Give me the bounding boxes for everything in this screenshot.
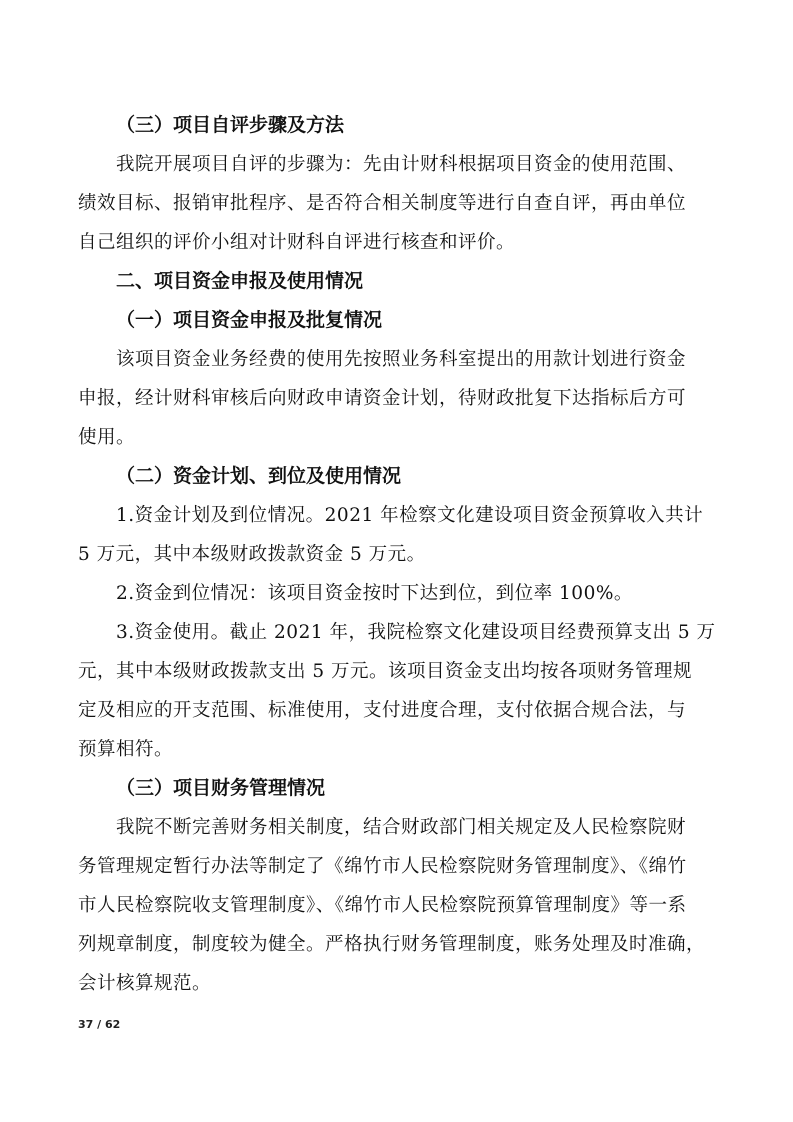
text-line: 会计核算规范。 (78, 973, 212, 994)
text-line: 我院开展项目自评的步骤为：先由计财科根据项目资金的使用范围、 (116, 154, 687, 175)
text-line: 务管理规定暂行办法等制定了《绵竹市人民检察院财务管理制度》、《绵竹 (78, 856, 687, 877)
text-line: 预算相符。 (78, 739, 174, 760)
section-heading-financial-management: （三）项目财务管理情况 (116, 777, 326, 799)
text-line: 市人民检察院收支管理制度》、《绵竹市人民检察院预算管理制度》等一系 (78, 895, 687, 916)
text-line: 5 万元，其中本级财政拨款资金 5 万元。 (78, 544, 426, 565)
section-heading-fund-application-usage: 二、项目资金申报及使用情况 (116, 270, 364, 292)
text-line: 3.资金使用。截止 2021 年，我院检察文化建设项目经费预算支出 5 万 (116, 622, 716, 643)
text-line: 使用。 (78, 427, 136, 448)
section-heading-fund-plan-usage: （二）资金计划、到位及使用情况 (116, 465, 402, 487)
text-line: 元，其中本级财政拨款支出 5 万元。该项目资金支出均按各项财务管理规 (78, 661, 693, 682)
page-number: 37 / 62 (78, 1018, 121, 1031)
text-line: 绩效目标、报销审批程序、是否符合相关制度等进行自查自评，再由单位 (78, 193, 687, 214)
paragraph-fund-plan (78, 496, 718, 574)
document-body (78, 106, 718, 1003)
text-line: 1.资金计划及到位情况。2021 年检察文化建设项目资金预算收入共计 (116, 505, 704, 526)
paragraph-fund-arrival (78, 574, 718, 613)
text-line: 该项目资金业务经费的使用先按照业务科室提出的用款计划进行资金 (116, 349, 687, 370)
text-line: 自己组织的评价小组对计财科自评进行核查和评价。 (78, 232, 516, 253)
text-line: 申报，经计财科审核后向财政申请资金计划，待财政批复下达指标后方可 (78, 388, 687, 409)
paragraph-fund-usage (78, 613, 718, 769)
text-line: 列规章制度，制度较为健全。严格执行财务管理制度，账务处理及时准确， (78, 934, 706, 955)
section-heading-evaluation-steps: （三）项目自评步骤及方法 (116, 114, 345, 136)
paragraph-financial-management (78, 808, 718, 1003)
text-line: 2.资金到位情况：该项目资金按时下达到位，到位率 100%。 (116, 583, 633, 604)
text-line: 我院不断完善财务相关制度，结合财政部门相关规定及人民检察院财 (116, 817, 687, 838)
paragraph-evaluation-steps (78, 145, 718, 262)
text-line: 定及相应的开支范围、标准使用，支付进度合理，支付依据合规合法，与 (78, 700, 687, 721)
paragraph-application-approval (78, 340, 718, 457)
section-heading-application-approval: （一）项目资金申报及批复情况 (116, 309, 383, 331)
